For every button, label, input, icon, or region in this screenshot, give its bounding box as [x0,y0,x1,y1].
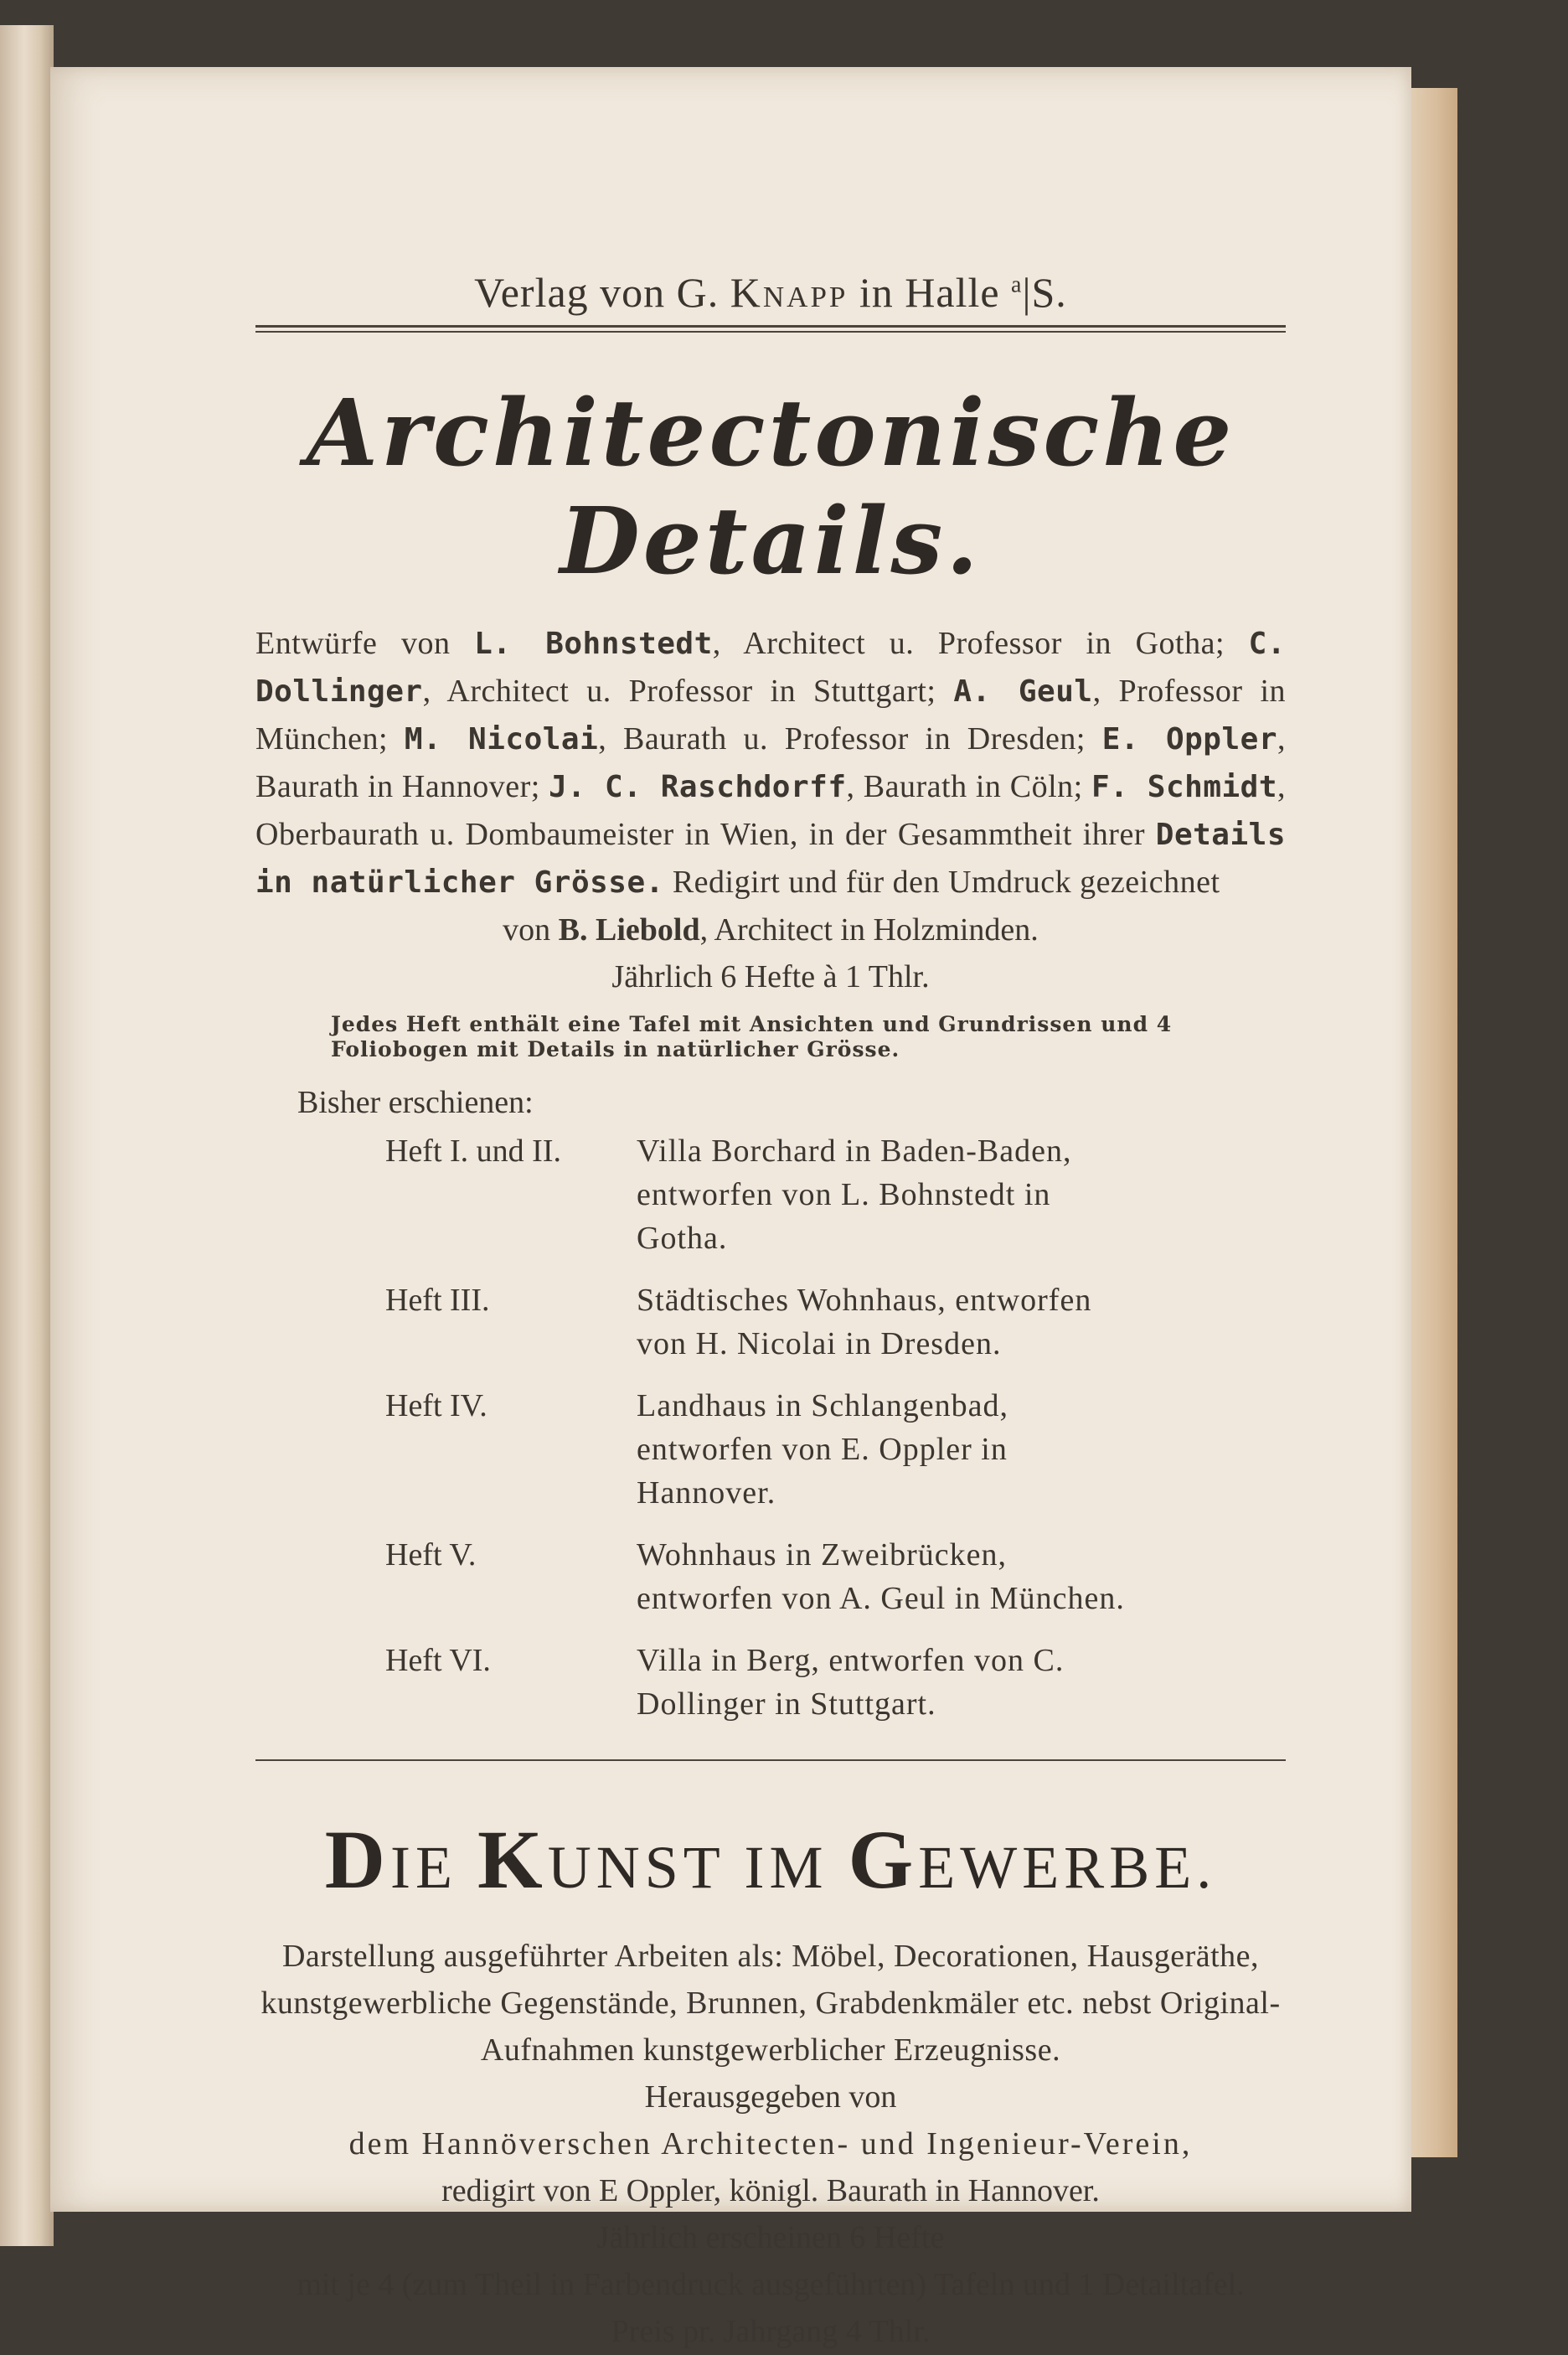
desc-name-11: J. C. Raschdorff [549,770,847,804]
editor-text-0: von [503,912,559,948]
section2-herausgegeben: Herausgegeben von [644,2079,897,2115]
heft-description: Wohnhaus in Zweibrücken, entworfen von A. Geul in München. [637,1537,1125,1616]
decorative-initial: D [324,1813,390,1906]
section1-title: Architectonische Details. [306,379,1235,595]
title-word [477,1813,725,1906]
desc-text-4: , Architect u. Professor in Stuttgart; [422,674,954,709]
heft-number: Heft IV. [385,1388,487,1423]
desc-text-14: , Oberbaurath u. Dombaumeister in Wien, in der Gesammtheit ihrer [255,769,1287,852]
heft-description: Villa Borchard in Baden-Baden, entworfen von L. Bohnstedt in Gotha. [637,1134,1072,1256]
desc-name-15: Details in natürlicher Grösse. [255,818,1286,900]
heft-number: Heft VI. [385,1643,491,1678]
book-page [50,67,1411,2349]
section1-description [255,620,1286,906]
desc-name-13: F. Schmidt [1091,770,1278,804]
desc-text-6: , Professor in München; [255,674,1286,757]
heft-number: Heft III. [385,1283,490,1318]
imprint-suffix: |S. [1022,269,1067,316]
section2-preis: Preis pr. Jahrgang 4 Thlr. [611,2314,931,2349]
desc-name-9: E. Oppler [1101,722,1277,757]
page-content [255,268,1286,2355]
title-word-rest: EWERBE. [918,1834,1217,1901]
title-word [324,1813,457,1906]
list-item [385,1533,1286,1620]
imprint-sup: a [1011,271,1023,298]
section2-redigirt: redigirt von E Oppler, königl. Baurath in Hannover. [441,2173,1100,2208]
list-item [385,1129,1286,1260]
list-item [385,1639,1286,1726]
heft-list [255,1129,1286,1726]
desc-text-10: , Baurath in Hannover; [255,721,1286,804]
section2-tafeln: mit je 4 (zum Theil in Farbendruck ausgeführten) Tafeln und 1 Detailtafel. [297,2267,1245,2302]
title-word-rest: IE [389,1834,457,1901]
list-item [385,1278,1286,1366]
heft-number: Heft I. und II. [385,1134,561,1169]
desc-text-0: Entwürfe von [255,626,475,661]
section1-frequency: Jährlich 6 Hefte à 1 Thlr. [611,959,930,994]
desc-name-7: M. Nicolai [404,722,599,757]
list-item [385,1384,1286,1515]
imprint-prefix: Verlag von G. [474,269,720,316]
editor-text-2: , Architect in Holzminden. [699,912,1039,948]
double-rule [255,325,1286,333]
section-divider [255,1759,1286,1761]
section2-title [255,1811,1286,1908]
desc-text-2: , Architect u. Professor in Gotha; [712,626,1249,661]
book-spine-left [0,25,54,2246]
desc-text-8: , Baurath u. Professor in Dresden; [598,721,1102,757]
section1-bisher: Bisher erschienen: [297,1085,534,1120]
decorative-initial: K [477,1813,548,1906]
heft-description: Landhaus in Schlangenbad, entworfen von E. Oppler in Hannover. [637,1388,1008,1511]
section2-verein: dem Hannöverschen Architecten- und Ingenieur-Verein, [348,2126,1193,2161]
title-word [848,1813,1217,1906]
publisher-imprint [255,268,1286,317]
desc-name-5: A. Geul [953,674,1093,709]
title-word-rest: UNST [547,1834,725,1901]
title-word [744,1834,828,1901]
desc-text-16: Redigirt und für den Umdruck gezeichnet [663,865,1220,900]
decorative-initial: G [848,1813,919,1906]
section1-editor-line [255,906,1286,953]
heft-description: Städtisches Wohnhaus, entworfen von H. Nicolai in Dresden. [637,1283,1092,1361]
section2-description: Darstellung ausgeführter Arbeiten als: Möbel, Decorationen, Hausgeräthe, kunstgewerbliche Gegenstände, Brunnen, Grabdenkmäler etc. nebst Original-Aufnahmen kunstgewerblicher Erzeugnisse. [260,1939,1281,2068]
desc-name-3: C. Dollinger [255,627,1286,709]
desc-name-1: L. Bohnstedt [474,627,713,661]
section2-erscheinen: Jährlich erscheinen 6 Hefte [596,2220,945,2255]
page-edges-right [1411,88,1457,2157]
heft-description: Villa in Berg, entworfen von C. Dollinger in Stuttgart. [637,1643,1065,1722]
desc-text-12: , Baurath in Cöln; [846,769,1091,804]
imprint-name: Knapp [730,269,848,316]
imprint-place: in Halle [859,269,1000,316]
title-word-rest: IM [744,1834,828,1901]
section1-note: Jedes Heft enthält eine Tafel mit Ansichten und Grundrissen und 4 Foliobogen mit Details in natürlicher Grösse. [331,1012,1173,1061]
editor-name-1: B. Liebold [558,912,700,948]
heft-number: Heft V. [385,1537,477,1573]
